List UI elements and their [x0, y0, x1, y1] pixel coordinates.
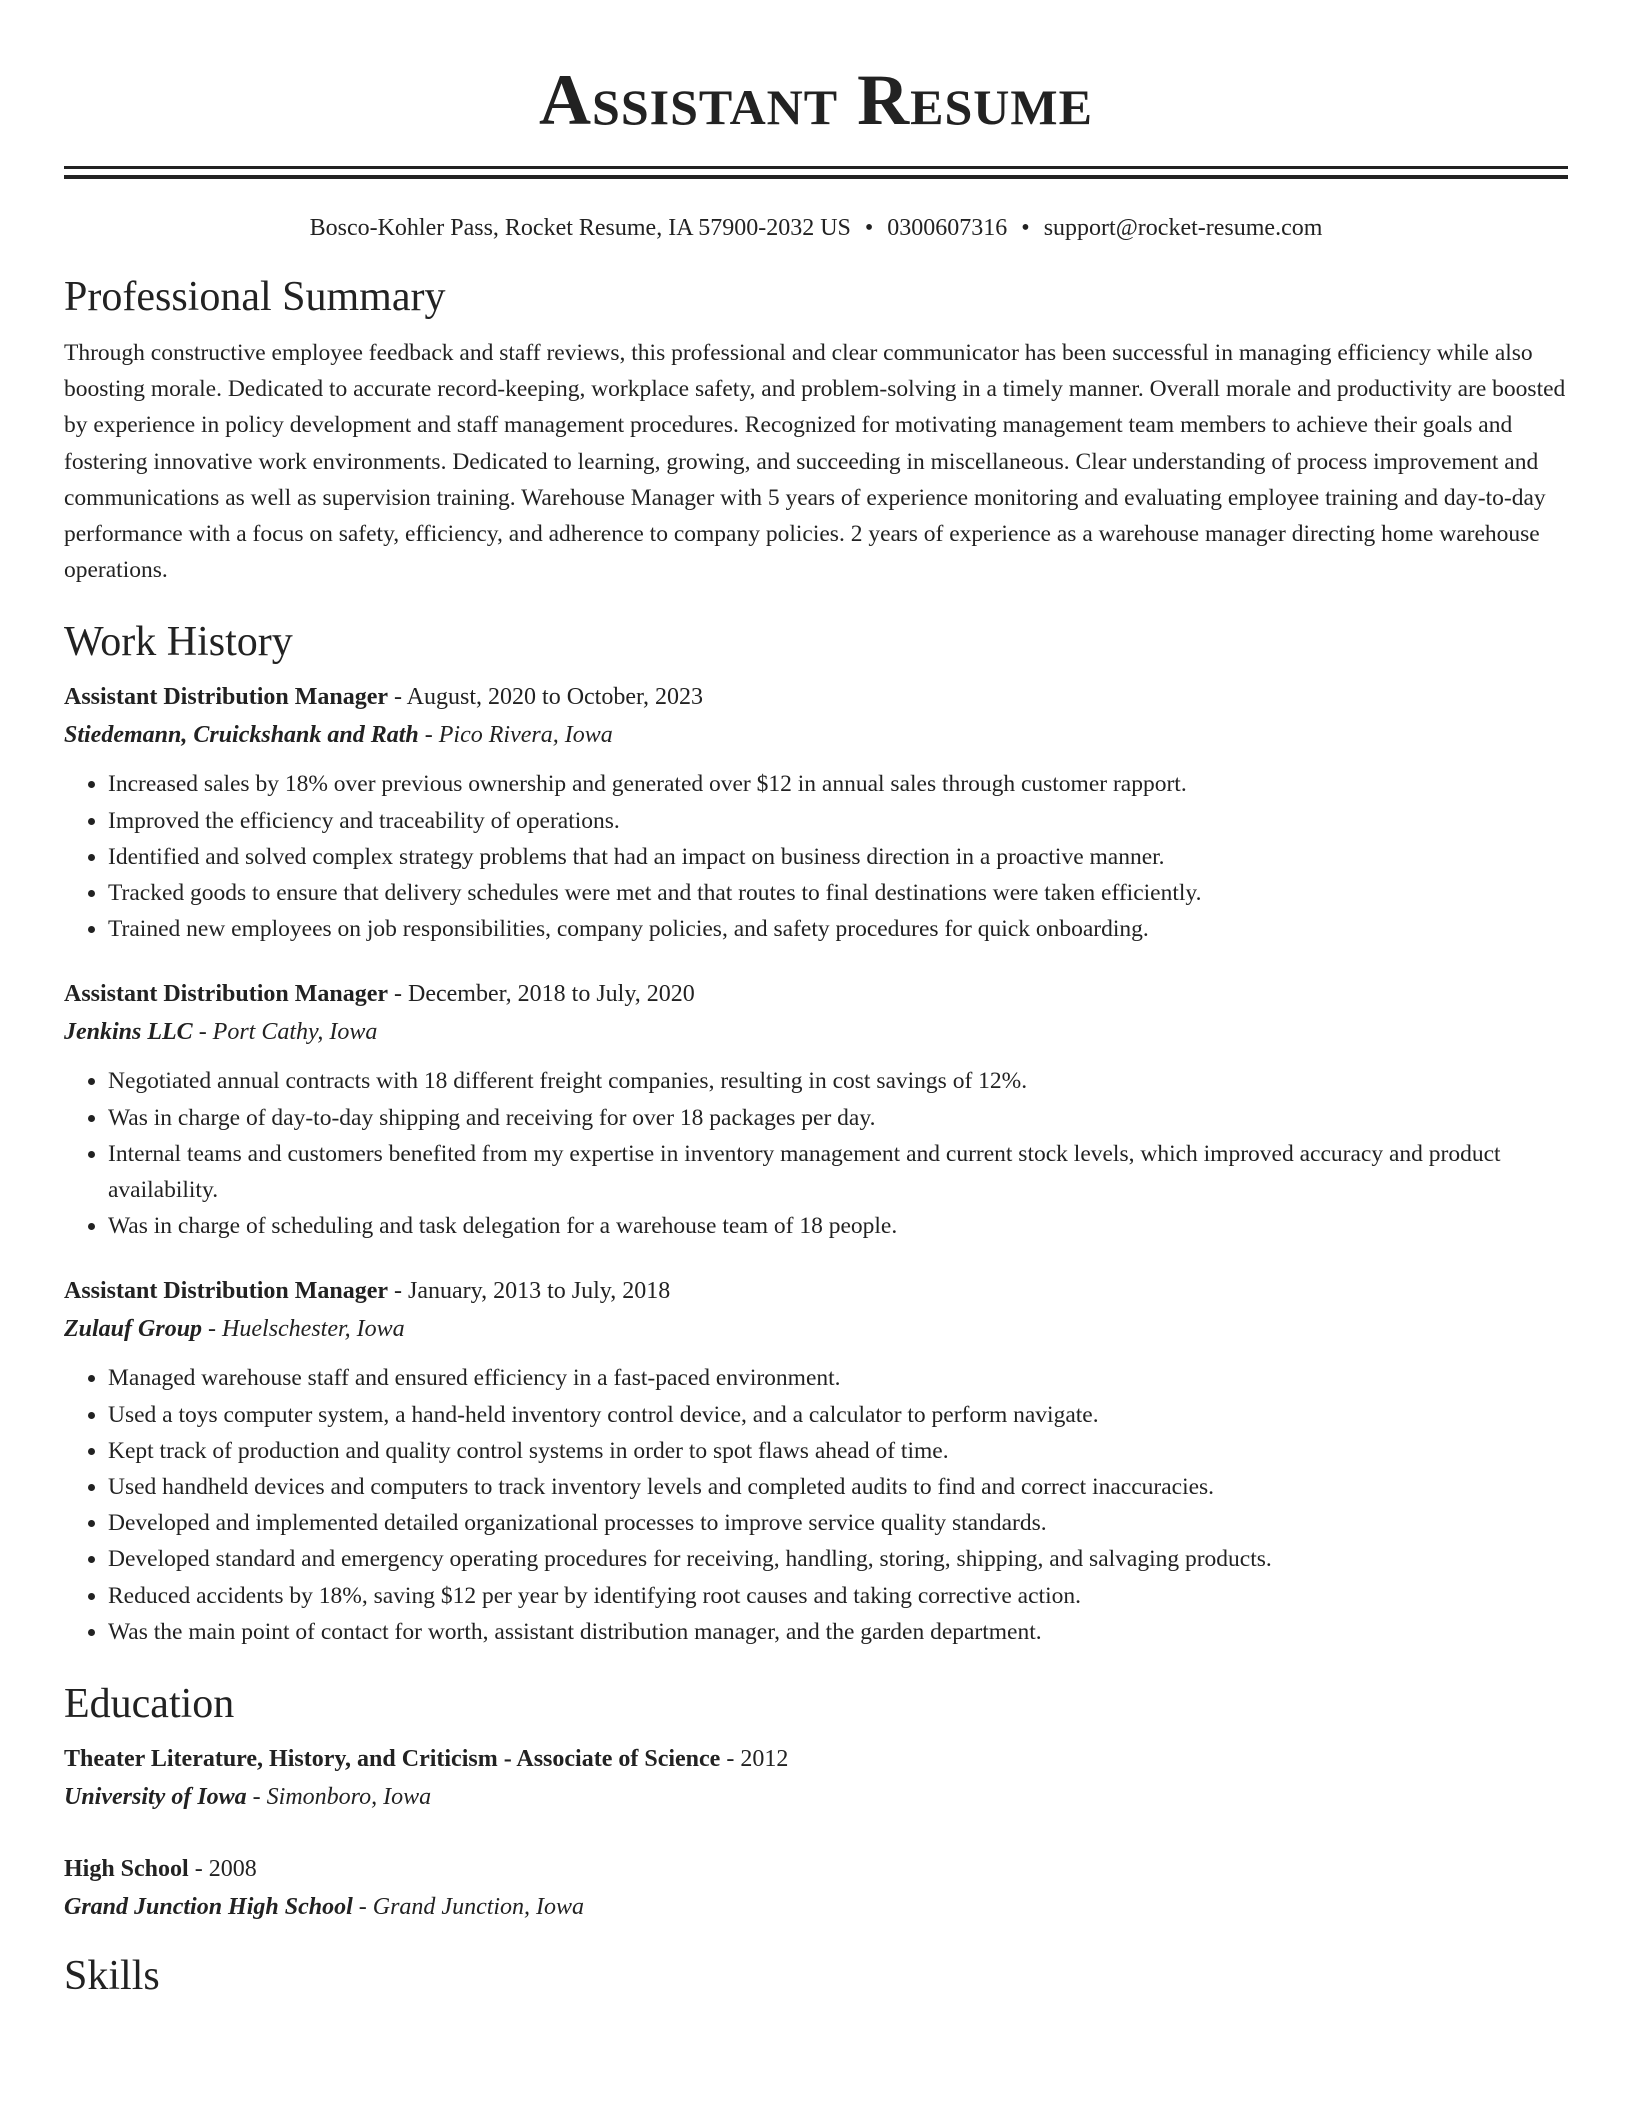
- job-entry: [64, 678, 1568, 947]
- job-entry: [64, 1272, 1568, 1650]
- job-location: - Port Cathy, Iowa: [192, 1019, 378, 1046]
- title-divider-top: [64, 166, 1568, 169]
- job-company-line: [64, 716, 1568, 754]
- job-bullet: • Negotiated annual contracts with 18 different freight companies, resulting in cost savings of 12%.: [108, 1063, 1568, 1099]
- education-degree-line: [64, 1850, 1568, 1888]
- job-bullets: [64, 1063, 1568, 1244]
- job-company: Jenkins LLC: [64, 1019, 193, 1046]
- contact-phone: 0300607316: [887, 215, 1008, 241]
- section-heading-summary: Professional Summary: [64, 274, 446, 320]
- job-company-line: [64, 1310, 1568, 1348]
- education-entry: [64, 1850, 1568, 1926]
- job-title: Assistant Distribution Manager: [64, 684, 389, 711]
- education-year: - 2012: [720, 1746, 789, 1773]
- contact-separator: •: [864, 215, 874, 241]
- section-heading-skills: Skills: [64, 1953, 160, 2000]
- section-heading-education: Education: [64, 1681, 235, 1728]
- job-title-line: [64, 1272, 1568, 1310]
- job-bullets: [64, 766, 1568, 947]
- job-company: Zulauf Group: [64, 1316, 203, 1343]
- education-entry: [64, 1740, 1568, 1816]
- job-location: - Huelschester, Iowa: [202, 1316, 405, 1343]
- contact-email: support@rocket-resume.com: [1043, 215, 1323, 241]
- job-bullet: • Used handheld devices and computers to track inventory levels and completed audits to find and correct inaccuracies.: [108, 1469, 1568, 1505]
- job-bullet: • Trained new employees on job responsibilities, company policies, and safety procedures for quick onboarding.: [108, 911, 1568, 947]
- job-bullet: • Kept track of production and quality control systems in order to spot flaws ahead of time.: [108, 1433, 1568, 1469]
- section-heading-work-history: Work History: [64, 619, 293, 666]
- education-degree: High School: [64, 1856, 189, 1883]
- title-divider-bottom: [64, 175, 1568, 179]
- education-school: Grand Junction High School: [64, 1894, 353, 1921]
- job-company-line: [64, 1013, 1568, 1051]
- job-location: - Pico Rivera, Iowa: [418, 722, 613, 749]
- job-title: Assistant Distribution Manager: [64, 1278, 389, 1305]
- job-bullet: • Developed and implemented detailed organizational processes to improve service quality standards.: [108, 1505, 1568, 1541]
- job-bullet: • Managed warehouse staff and ensured efficiency in a fast-paced environment.: [108, 1360, 1568, 1396]
- job-dates: - January, 2013 to July, 2018: [388, 1278, 671, 1305]
- education-school: University of Iowa: [64, 1784, 247, 1811]
- job-bullets: [64, 1360, 1568, 1650]
- job-dates: - December, 2018 to July, 2020: [388, 981, 695, 1008]
- job-title: Assistant Distribution Manager: [64, 981, 389, 1008]
- job-bullet: • Internal teams and customers benefited from my expertise in inventory management and current stock levels, which improved accuracy and product availability.: [108, 1136, 1568, 1208]
- job-title-line: [64, 975, 1568, 1013]
- summary-section: [64, 271, 1568, 588]
- education-school-line: [64, 1888, 1568, 1926]
- job-dates: - August, 2020 to October, 2023: [388, 684, 704, 711]
- education-section: [64, 1678, 1568, 1926]
- job-bullet: • Was the main point of contact for worth, assistant distribution manager, and the garden department.: [108, 1614, 1568, 1650]
- job-bullet: • Improved the efficiency and traceability of operations.: [108, 803, 1568, 839]
- education-degree-line: [64, 1740, 1568, 1778]
- contact-separator: •: [1021, 215, 1030, 241]
- job-company: Stiedemann, Cruickshank and Rath: [64, 722, 419, 749]
- job-bullet: • Was in charge of scheduling and task delegation for a warehouse team of 18 people.: [108, 1208, 1568, 1244]
- education-school-line: [64, 1778, 1568, 1816]
- job-bullet: • Reduced accidents by 18%, saving $12 per year by identifying root causes and taking corrective action.: [108, 1578, 1568, 1614]
- job-entry: [64, 975, 1568, 1244]
- job-bullet: • Developed standard and emergency operating procedures for receiving, handling, storing, shipping, and salvaging products.: [108, 1541, 1568, 1577]
- education-location: - Grand Junction, Iowa: [352, 1894, 585, 1921]
- job-title-line: [64, 678, 1568, 716]
- work-history-section: [64, 616, 1568, 1650]
- resume-title: Assistant Resume: [539, 60, 1093, 140]
- job-bullet: • Tracked goods to ensure that delivery schedules were met and that routes to final destinations were taken efficiently.: [108, 875, 1568, 911]
- job-bullet: • Used a toys computer system, a hand-held inventory control device, and a calculator to perform navigate.: [108, 1397, 1568, 1433]
- job-bullet: • Was in charge of day-to-day shipping and receiving for over 18 packages per day.: [108, 1100, 1568, 1136]
- contact-line: [64, 213, 1568, 243]
- education-year: - 2008: [188, 1856, 257, 1883]
- education-location: - Simonboro, Iowa: [246, 1784, 432, 1811]
- summary-text: Through constructive employee feedback and staff reviews, this professional and clear communicator has been successful in managing efficiency while also boosting morale. Dedicated to accurate record-keeping, workplace safety, and problem-solving in a timely manner. Overall morale and productivity are boosted by experience in policy development and staff management procedures. Recognized for motivating management team members to achieve their goals and fostering innovative work environments. Dedicated to learning, growing, and succeeding in miscellaneous. Clear understanding of process improvement and communications as well as supervision training. Warehouse Manager with 5 years of experience monitoring and evaluating employee training and day-to-day performance with a focus on safety, efficiency, and adherence to company policies. 2 years of experience as a warehouse manager directing home warehouse operations.: [64, 340, 1566, 584]
- education-degree: Theater Literature, History, and Criticism - Associate of Science: [64, 1746, 721, 1773]
- skills-section: [64, 1950, 1568, 2002]
- job-bullet: • Increased sales by 18% over previous ownership and generated over $12 in annual sales through customer rapport.: [108, 766, 1568, 802]
- contact-address: Bosco-Kohler Pass, Rocket Resume, IA 57900-2032 US: [309, 215, 851, 241]
- job-bullet: • Identified and solved complex strategy problems that had an impact on business direction in a proactive manner.: [108, 839, 1568, 875]
